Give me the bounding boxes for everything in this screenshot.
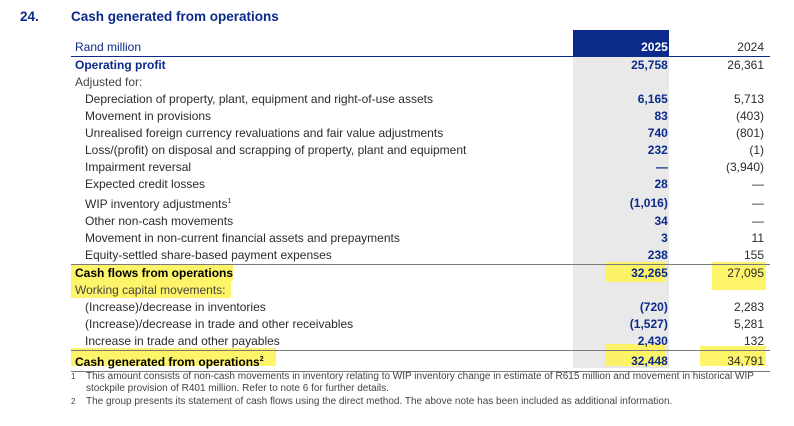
value-2025: 34 xyxy=(654,214,668,228)
value-2025: 2,430 xyxy=(637,334,668,348)
value-2025: 238 xyxy=(647,248,668,262)
subtotal-row xyxy=(71,265,770,283)
footnote xyxy=(71,396,761,408)
table-row xyxy=(71,159,770,176)
row-label xyxy=(71,193,577,213)
table-row xyxy=(71,74,770,91)
table-row xyxy=(71,213,770,230)
value-2024 xyxy=(674,282,770,299)
value-2024: — xyxy=(752,195,764,210)
value-2024: 132 xyxy=(743,334,764,348)
row-label: Other non-cash movements xyxy=(85,214,234,228)
row-label: Increase in trade and other payables xyxy=(85,334,280,348)
table-row xyxy=(71,282,770,299)
cash-flow-table xyxy=(71,38,770,372)
footnote-ref: 2 xyxy=(259,356,264,363)
row-label: Cash flows from operations xyxy=(71,265,577,283)
row-label: Movement in non-current financial assets and prepayments xyxy=(85,231,400,245)
value-2024: 5,713 xyxy=(733,92,764,106)
table-row xyxy=(71,57,770,75)
value-2025: 32,265 xyxy=(577,265,674,283)
value-2024: 11 xyxy=(751,231,764,245)
value-2025: 28 xyxy=(654,177,668,191)
value-2025: 740 xyxy=(647,126,668,140)
row-label: Loss/(profit) on disposal and scrapping of property, plant and equipment xyxy=(85,143,467,157)
footnote-mark: 1 xyxy=(71,372,76,381)
row-label: Equity-settled share-based payment expenses xyxy=(85,248,332,262)
footnotes xyxy=(71,371,761,409)
value-2025: — xyxy=(655,160,668,174)
row-label: Working capital movements: xyxy=(75,283,226,297)
value-2024: 2,283 xyxy=(733,300,764,314)
table-row xyxy=(71,176,770,193)
row-label: (Increase)/decrease in trade and other receivables xyxy=(85,317,354,331)
row-label: Expected credit losses xyxy=(85,177,206,191)
total-row xyxy=(71,351,770,372)
value-2025: (1,016) xyxy=(629,195,668,210)
table-header-row xyxy=(71,38,770,57)
section-title: Cash generated from operations xyxy=(71,9,279,24)
table-row xyxy=(71,230,770,247)
header-2024: 2024 xyxy=(674,38,770,57)
row-label-text: WIP inventory adjustments xyxy=(85,197,228,211)
value-2025: (1,527) xyxy=(629,317,668,331)
value-2025 xyxy=(577,74,674,91)
table-row xyxy=(71,91,770,108)
section-number: 24. xyxy=(20,9,39,24)
row-label: Movement in provisions xyxy=(85,109,212,123)
footnote-ref: 1 xyxy=(227,198,232,205)
value-2024: — xyxy=(752,214,764,228)
value-2025: 32,448 xyxy=(577,351,674,372)
table-row xyxy=(71,193,770,213)
value-2025: (720) xyxy=(639,300,668,314)
value-2024: — xyxy=(752,177,764,191)
footnote xyxy=(71,371,761,395)
header-label: Rand million xyxy=(71,38,577,57)
row-label: (Increase)/decrease in inventories xyxy=(85,300,266,314)
row-label: Operating profit xyxy=(75,58,166,72)
row-label-text: Cash generated from operations xyxy=(75,355,260,369)
table-row xyxy=(71,316,770,333)
row-label xyxy=(71,351,577,372)
value-2024 xyxy=(674,74,770,91)
value-2024: (403) xyxy=(735,109,764,123)
row-label: Unrealised foreign currency revaluations and fair value adjustments xyxy=(85,126,444,140)
row-label: Impairment reversal xyxy=(85,160,192,174)
footnote-mark: 2 xyxy=(71,397,76,406)
footnote-text: This amount consists of non-cash movements in inventory relating to WIP inventory change in estimate of R615 million and movement in historical WIP stockpile provision of R401 million. Refer to note 6 for further details. xyxy=(86,371,754,394)
value-2025 xyxy=(577,282,674,299)
value-2024: 5,281 xyxy=(733,317,764,331)
value-2024: 34,791 xyxy=(674,351,770,372)
value-2024: (3,940) xyxy=(725,160,764,174)
row-label: Depreciation of property, plant, equipment and right-of-use assets xyxy=(85,92,433,106)
value-2024: 27,095 xyxy=(674,265,770,283)
value-2025: 83 xyxy=(654,109,668,123)
value-2025: 232 xyxy=(647,143,668,157)
value-2025: 25,758 xyxy=(631,58,668,72)
value-2025: 3 xyxy=(661,231,668,245)
value-2024: 26,361 xyxy=(727,58,764,72)
value-2025: 6,165 xyxy=(637,92,668,106)
table-row xyxy=(71,142,770,159)
footnote-text: The group presents its statement of cash flows using the direct method. The above note has been included as additional information. xyxy=(86,396,673,407)
table-row xyxy=(71,333,770,351)
table-row xyxy=(71,299,770,316)
table-row xyxy=(71,125,770,142)
value-2024: (1) xyxy=(749,143,764,157)
row-label: Adjusted for: xyxy=(75,75,143,89)
table-row xyxy=(71,247,770,265)
table-row xyxy=(71,108,770,125)
header-2025: 2025 xyxy=(577,38,674,57)
value-2024: (801) xyxy=(735,126,764,140)
value-2024: 155 xyxy=(743,248,764,262)
